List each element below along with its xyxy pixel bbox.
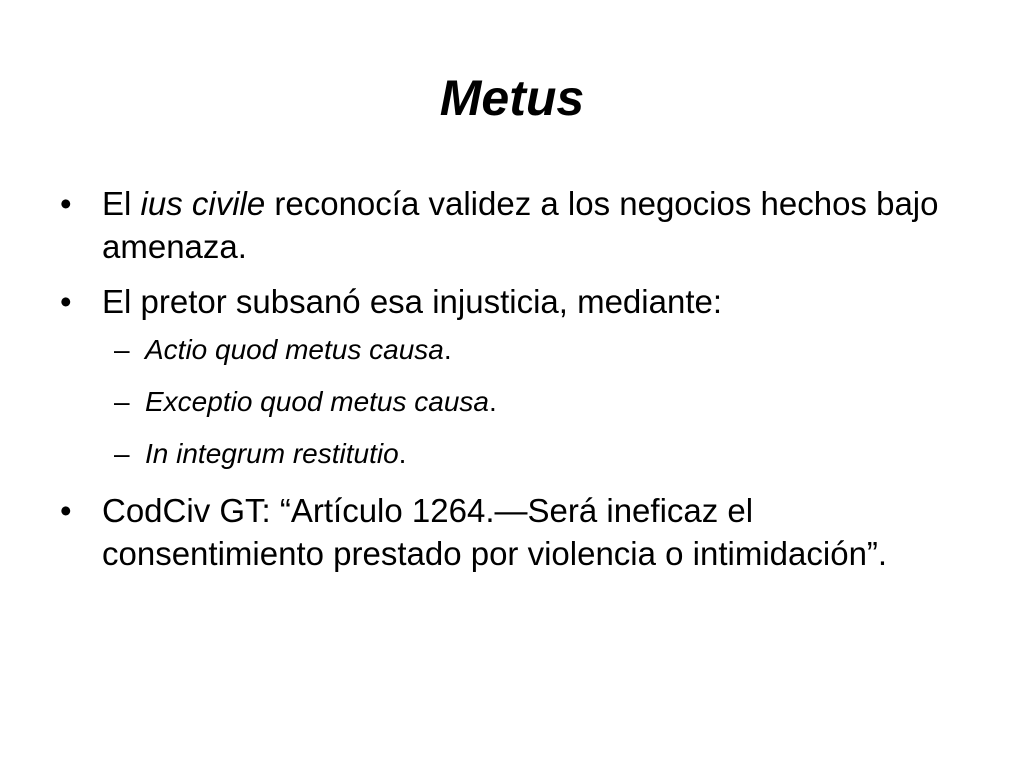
sub-bullet-item bbox=[60, 333, 960, 367]
bullet-italic-term: ius civile bbox=[140, 185, 266, 222]
dash-icon: – bbox=[114, 334, 130, 365]
bullet-item bbox=[60, 182, 960, 268]
bullet-icon: • bbox=[60, 185, 72, 222]
sub-bullet-tail: . bbox=[443, 334, 452, 365]
bullet-text: reconocía validez a los negocios hechos bajo amenaza. bbox=[102, 185, 939, 265]
bullet-icon: • bbox=[60, 492, 72, 529]
bullet-text: El pretor subsanó esa injusticia, mediante: bbox=[102, 283, 723, 320]
sub-bullet-italic: In integrum restitutio bbox=[145, 438, 399, 469]
sub-list bbox=[60, 333, 960, 471]
slide-title: Metus bbox=[439, 70, 585, 126]
bullet-icon: • bbox=[60, 283, 72, 320]
sub-bullet-tail: . bbox=[488, 386, 497, 417]
sub-bullet-italic: Actio quod metus causa bbox=[145, 334, 444, 365]
sub-bullet-item bbox=[60, 385, 960, 419]
sub-bullet-item bbox=[60, 437, 960, 471]
sub-bullet-italic: Exceptio quod metus causa bbox=[145, 386, 489, 417]
sub-bullet-tail: . bbox=[398, 438, 407, 469]
bullet-text: CodCiv GT: “Artículo 1264.—Será ineficaz el consentimiento prestado por violencia o intimidación”. bbox=[102, 492, 888, 572]
slide-body bbox=[60, 182, 960, 587]
bullet-text: El bbox=[102, 185, 141, 222]
bullet-item bbox=[60, 489, 960, 575]
dash-icon: – bbox=[114, 438, 130, 469]
dash-icon: – bbox=[114, 386, 130, 417]
bullet-item bbox=[60, 280, 960, 323]
